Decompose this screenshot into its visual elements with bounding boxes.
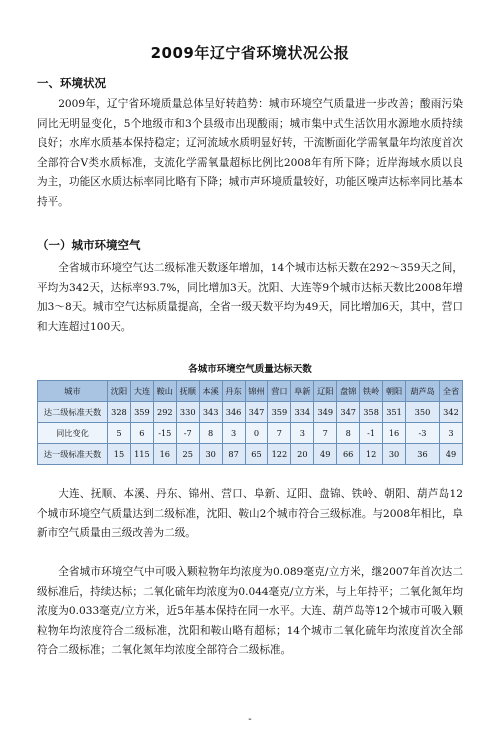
table-cell: 347: [245, 402, 268, 423]
paragraph-city-grades: 大连、抚顺、本溪、丹东、锦州、营口、阜新、辽阳、盘锦、铁岭、朝阳、葫芦岛12个城市环境空气质量达到二级标准，沈阳、鞍山2个城市符合三级标准。与2008年相比，阜新市空气质量由三级改善为二级。: [37, 488, 463, 540]
table-cell: 3: [222, 423, 245, 444]
header-cell: 阜新: [291, 381, 314, 402]
table-cell: 3: [439, 423, 462, 444]
page-marker: -: [248, 714, 252, 725]
table-row: [38, 402, 463, 423]
table-cell: 359: [268, 402, 291, 423]
table-cell: 350: [405, 402, 439, 423]
table-cell: 343: [199, 402, 222, 423]
table-cell: 8: [199, 423, 222, 444]
table-cell: 87: [222, 444, 245, 465]
table-cell: 36: [405, 444, 439, 465]
table-row: [38, 444, 463, 465]
table-cell: 122: [268, 444, 291, 465]
table-cell: 49: [314, 444, 337, 465]
table-cell: 30: [383, 444, 406, 465]
row-label: 达二级标准天数: [38, 402, 108, 423]
table-cell: 5: [108, 423, 131, 444]
header-cell: 大连: [130, 381, 153, 402]
air-quality-table: [37, 380, 463, 465]
table-cell: -7: [176, 423, 199, 444]
table-cell: 115: [130, 444, 153, 465]
table-cell: 6: [130, 423, 153, 444]
table-cell: 346: [222, 402, 245, 423]
table-cell: 342: [439, 402, 462, 423]
header-cell: 盘锦: [337, 381, 360, 402]
header-cell: 城市: [38, 381, 108, 402]
header-cell: 葫芦岛: [405, 381, 439, 402]
paragraph-pollutant-concentrations: 全省城市环境空气中可吸入颗粒物年均浓度为0.089毫克/立方米，继2007年首次达二级标准后，持续达标；二氧化硫年均浓度为0.044毫克/立方米，与上年持平；二氧化氮年均浓度为0.033毫克/立方米，近5年基本保持在同一水平。大连、葫芦岛等12个城市可吸入颗粒物年均浓度符合二级标准，沈阳和鞍山略有超标；14个城市二氧化硫年均浓度首次全部符合二级标准；二氧化氮年均浓度全部符合二级标准。: [37, 566, 463, 657]
table-cell: 347: [337, 402, 360, 423]
table-cell: -1: [360, 423, 383, 444]
table-cell: 30: [199, 444, 222, 465]
table-cell: 8: [337, 423, 360, 444]
table-cell: 66: [337, 444, 360, 465]
table-cell: 7: [268, 423, 291, 444]
header-cell: 抚顺: [176, 381, 199, 402]
table-cell: 292: [153, 402, 176, 423]
paragraph-air-quality: 全省城市环境空气达二级标准天数逐年增加，14个城市达标天数在292～359天之间，平均为342天，达标率93.7%，同比增加3天。沈阳、大连等9个城市达标天数比2008年增加3～8天。城市空气达标质量提高，全省一级天数平均为49天，同比增加6天，其中，营口和大连超过100天。: [37, 262, 463, 333]
table-cell: 351: [383, 402, 406, 423]
table-cell: 358: [360, 402, 383, 423]
header-cell: 朝阳: [383, 381, 406, 402]
header-cell: 鞍山: [153, 381, 176, 402]
paragraph-environment-summary: 2009年，辽宁省环境质量总体呈好转趋势：城市环境空气质量进一步改善；酸雨污染同比无明显变化，5个地级市和3个县级市出现酸雨；城市集中式生活饮用水源地水质持续良好；水库水质基本保持稳定；辽河流域水质明显好转，干流断面化学需氧量年均浓度首次全部符合V类水质标准，支流化学需氧量超标比例比2008年有所下降；近岸海域水质以良为主，功能区水质达标率同比略有下降；城市声环境质量较好，功能区噪声达标率同比基本持平。: [37, 98, 463, 208]
page-title: 2009年辽宁省环境状况公报: [150, 44, 350, 62]
row-label: 同比变化: [38, 423, 108, 444]
table-cell: -15: [153, 423, 176, 444]
table-cell: 7: [314, 423, 337, 444]
header-cell: 辽阳: [314, 381, 337, 402]
header-cell: 沈阳: [108, 381, 131, 402]
header-cell: 营口: [268, 381, 291, 402]
table-cell: 3: [291, 423, 314, 444]
table-cell: -3: [405, 423, 439, 444]
table-cell: 12: [360, 444, 383, 465]
table-cell: 15: [108, 444, 131, 465]
header-cell: 铁岭: [360, 381, 383, 402]
subsection-heading-air: （一）城市环境空气: [37, 238, 141, 252]
table-cell: 328: [108, 402, 131, 423]
table-cell: 20: [291, 444, 314, 465]
table-cell: 0: [245, 423, 268, 444]
table-cell: 334: [291, 402, 314, 423]
table-caption: 各城市环境空气质量达标天数: [188, 364, 312, 375]
table-row: [38, 423, 463, 444]
table-cell: 359: [130, 402, 153, 423]
header-cell: 本溪: [199, 381, 222, 402]
table-header-row: [38, 381, 463, 402]
table-cell: 16: [153, 444, 176, 465]
header-cell: 锦州: [245, 381, 268, 402]
section-heading-environment: 一、环境状况: [37, 76, 106, 90]
table-cell: 330: [176, 402, 199, 423]
row-label: 达一级标准天数: [38, 444, 108, 465]
table-cell: 349: [314, 402, 337, 423]
header-cell: 丹东: [222, 381, 245, 402]
table-cell: 16: [383, 423, 406, 444]
table-cell: 49: [439, 444, 462, 465]
header-cell: 全省: [439, 381, 462, 402]
table-cell: 65: [245, 444, 268, 465]
table-cell: 25: [176, 444, 199, 465]
